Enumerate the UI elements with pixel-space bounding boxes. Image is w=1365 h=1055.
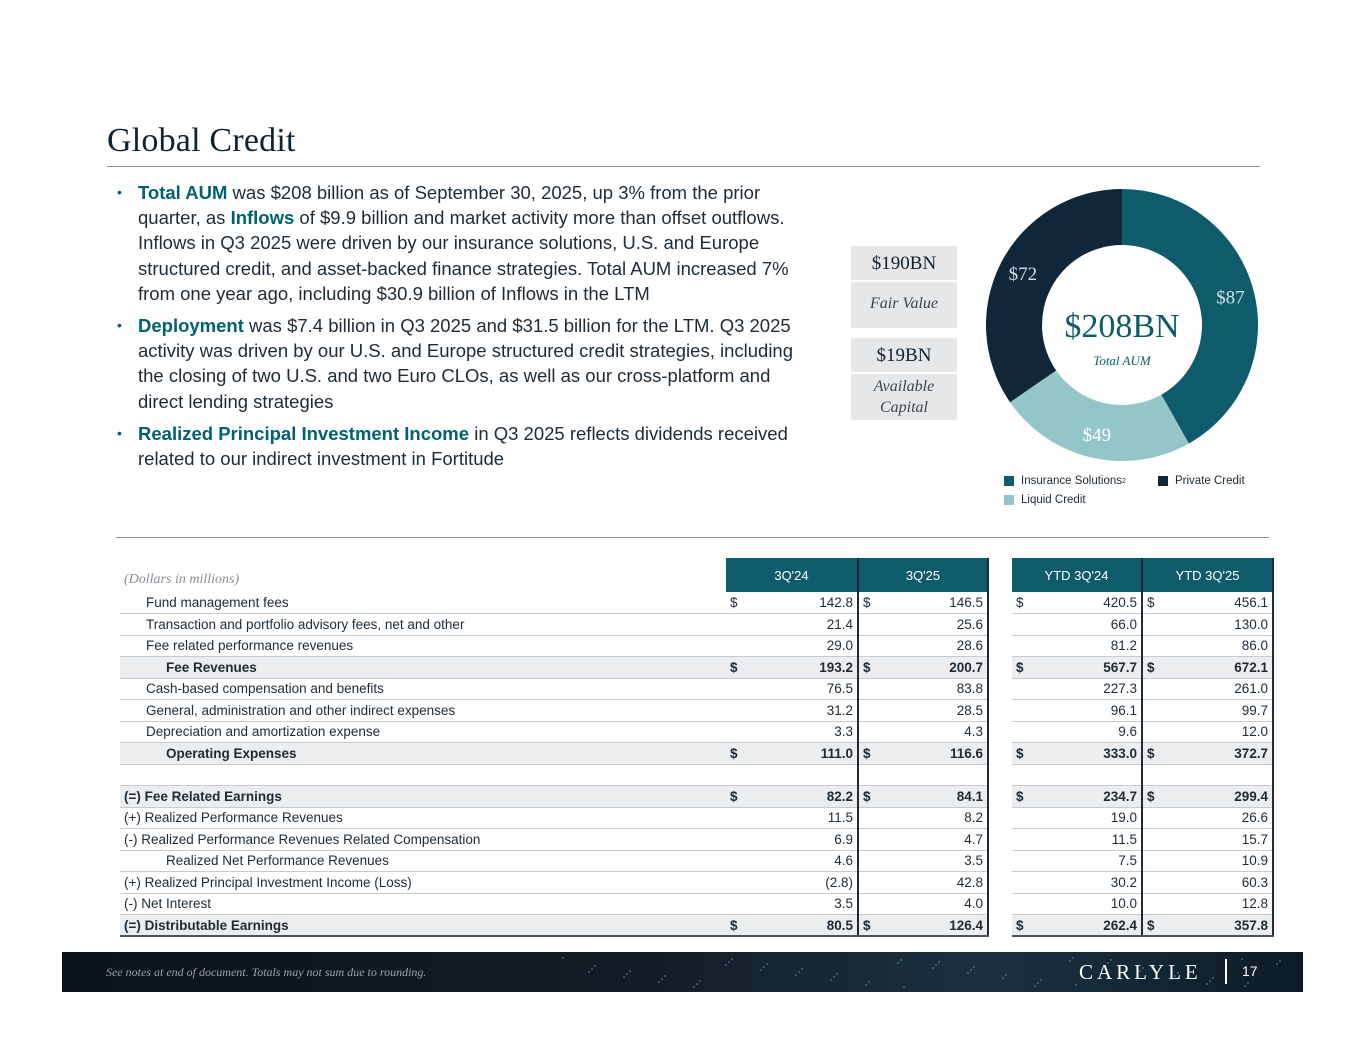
currency-symbol: $ — [1016, 659, 1024, 675]
currency-symbol: $ — [1147, 917, 1155, 933]
cell-value — [1012, 721, 1142, 743]
footer-sparkle — [903, 986, 905, 988]
column-gap — [988, 850, 1012, 872]
currency-symbol: $ — [730, 745, 738, 761]
cell-value — [726, 743, 858, 765]
cell-number: 11.5 — [1111, 831, 1137, 847]
cell-number: 262.4 — [1103, 917, 1137, 933]
cell-number: 234.7 — [1103, 788, 1137, 804]
cell-number: 26.6 — [1241, 810, 1268, 826]
cell-value — [1012, 850, 1142, 872]
cell-value — [1012, 592, 1142, 614]
cell-value — [1012, 872, 1142, 894]
table-row — [120, 721, 1273, 743]
cell-value — [858, 829, 988, 851]
cell-value — [1142, 614, 1273, 636]
column-gap — [988, 721, 1012, 743]
legend-label: Insurance Solutions — [1021, 475, 1123, 487]
cell-value — [1012, 700, 1142, 722]
cell-number: 193.2 — [819, 659, 853, 675]
legend-insurance — [1004, 475, 1126, 487]
currency-symbol: $ — [863, 917, 871, 933]
cell-number: 12.0 — [1241, 724, 1268, 740]
footer-sparkle — [1209, 980, 1211, 982]
bullet-text: in Q3 2025 reflects dividends received related to our indirect investment in Fortitude — [138, 422, 788, 470]
cell-number: 12.8 — [1241, 896, 1268, 912]
row-label: Realized Net Performance Revenues — [120, 850, 726, 872]
cell-number: 10.0 — [1110, 896, 1137, 912]
bullet-text: was $7.4 billion in Q3 2025 and $31.5 billion for the LTM. Q3 2025 activity was driven by our U.S. and Europe structured credit strategies, including the closing of two U.S. and two Euro CLOs, as well as our cross-platform and direct lending strategies — [138, 315, 794, 412]
currency-symbol: $ — [1147, 659, 1155, 675]
footer-sparkle — [900, 959, 902, 961]
cell-number: 372.7 — [1234, 745, 1268, 761]
footer-sparkle — [626, 973, 628, 975]
cell-number: 9.6 — [1118, 724, 1137, 740]
cell-value — [1142, 592, 1273, 614]
footer-sparkle — [562, 957, 564, 959]
cell-value — [726, 829, 858, 851]
currency-symbol: $ — [1147, 745, 1155, 761]
cell-value — [1142, 829, 1273, 851]
cell-number: 29.0 — [826, 638, 853, 654]
currency-symbol: $ — [863, 595, 871, 610]
cell-value — [1012, 893, 1142, 915]
table-row — [120, 807, 1273, 829]
bullet-dot-icon: • — [117, 424, 122, 441]
cell-number: 299.4 — [1234, 788, 1268, 804]
footer-sparkle — [658, 981, 660, 983]
cell-value — [1142, 678, 1273, 700]
cell-value — [1142, 635, 1273, 657]
cell-number: 30.2 — [1110, 874, 1137, 890]
summary-bullets — [115, 180, 805, 478]
cell-number: 83.8 — [956, 681, 983, 697]
footer-sparkle — [763, 966, 765, 968]
carlyle-logo: CARLYLE — [1079, 960, 1202, 984]
column-gap — [988, 829, 1012, 851]
footer-sparkle — [1206, 983, 1208, 985]
footer-bar — [62, 952, 1303, 992]
column-header: 3Q'25 — [858, 558, 988, 592]
footer-sparkle — [1244, 985, 1246, 987]
footer-sparkle — [836, 973, 838, 975]
cell-value — [858, 678, 988, 700]
cell-value — [1142, 764, 1273, 786]
cell-value — [726, 657, 858, 679]
footer-sparkle — [766, 963, 768, 965]
cell-number: 3.3 — [834, 724, 853, 740]
column-gap — [988, 614, 1012, 636]
cell-number: 19.0 — [1110, 810, 1137, 826]
footer-sparkle — [699, 980, 701, 982]
table-row — [120, 872, 1273, 894]
legend-swatch — [1004, 495, 1014, 505]
footer-sparkle — [1241, 958, 1243, 960]
cell-number: 7.5 — [1118, 853, 1137, 869]
row-label: Depreciation and amortization expense — [120, 721, 726, 743]
cell-number: 25.6 — [956, 616, 983, 632]
cell-number: 4.7 — [964, 831, 983, 847]
table-row — [120, 678, 1273, 700]
cell-value — [858, 764, 988, 786]
row-label: Fee related performance revenues — [120, 635, 726, 657]
cell-value — [726, 721, 858, 743]
currency-symbol: $ — [730, 595, 738, 610]
footer-sparkle — [1037, 982, 1039, 984]
column-gap — [988, 893, 1012, 915]
bullet-lead: Deployment — [138, 315, 244, 337]
cell-number: 28.6 — [956, 638, 983, 654]
footer-sparkle — [725, 964, 727, 966]
cell-number: 200.7 — [949, 659, 983, 675]
cell-number: 96.1 — [1110, 702, 1137, 718]
section-divider — [116, 537, 1269, 538]
footer-sparkle — [1212, 977, 1214, 979]
footer-sparkle — [897, 962, 899, 964]
row-label: (=) Distributable Earnings — [120, 915, 726, 937]
cell-value — [858, 786, 988, 808]
cell-number: (2.8) — [825, 874, 853, 890]
cell-value — [726, 635, 858, 657]
bullet-text: was $208 billion as of September 30, 2025, up 3% from the prior quarter, as — [138, 182, 761, 229]
bullet-lead: Inflows — [230, 207, 295, 229]
bullet-realized-income — [115, 421, 805, 471]
row-label: (=) Fee Related Earnings — [120, 786, 726, 808]
cell-value — [1012, 829, 1142, 851]
row-label: Operating Expenses — [120, 743, 726, 765]
footer-sparkle — [830, 979, 832, 981]
footer-sparkle — [795, 974, 797, 976]
column-gap — [988, 872, 1012, 894]
currency-symbol: $ — [863, 745, 871, 761]
logo-separator — [1225, 959, 1227, 984]
bullet-dot-icon: • — [117, 184, 122, 200]
table-row — [120, 829, 1273, 851]
column-header: YTD 3Q'25 — [1142, 558, 1273, 592]
bullet-lead: Realized Principal Investment Income — [138, 422, 470, 444]
footer-sparkle — [801, 968, 803, 970]
currency-symbol: $ — [1016, 788, 1024, 804]
cell-value — [1142, 700, 1273, 722]
cell-value — [858, 700, 988, 722]
footer-sparkle — [591, 968, 593, 970]
cell-number: 84.1 — [956, 788, 983, 804]
cell-value — [858, 915, 988, 937]
table-header-row — [120, 558, 1273, 592]
currency-symbol: $ — [1147, 788, 1155, 804]
currency-symbol: $ — [1016, 917, 1024, 933]
cell-number: 111.0 — [820, 745, 853, 761]
cell-value — [1012, 807, 1142, 829]
cell-value — [1012, 635, 1142, 657]
footer-sparkle — [798, 971, 800, 973]
table-row — [120, 850, 1273, 872]
column-gap — [988, 592, 1012, 614]
cell-number: 333.0 — [1103, 745, 1137, 761]
footer-sparkle — [1002, 977, 1004, 979]
footer-sparkle — [661, 978, 663, 980]
footer-sparkle — [1005, 974, 1007, 976]
cell-number: 81.2 — [1110, 638, 1137, 654]
cell-number: 8.2 — [964, 810, 983, 826]
cell-number: 227.3 — [1103, 681, 1137, 697]
cell-number: 3.5 — [964, 853, 983, 869]
cell-number: 11.5 — [827, 810, 853, 826]
row-label: Cash-based compensation and benefits — [120, 678, 726, 700]
column-gap — [988, 635, 1012, 657]
footer-sparkle — [970, 969, 972, 971]
cell-value — [1012, 743, 1142, 765]
row-label: Fee Revenues — [120, 657, 726, 679]
donut-total: $208BN — [1064, 308, 1180, 345]
cell-number: 4.6 — [834, 853, 853, 869]
currency-symbol: $ — [730, 917, 738, 933]
table-row — [120, 893, 1273, 915]
row-label: (-) Net Interest — [120, 893, 726, 915]
cell-number: 60.3 — [1241, 874, 1268, 890]
cell-number: 10.9 — [1241, 853, 1268, 869]
footer-sparkle — [623, 976, 625, 978]
footer-sparkle — [1247, 982, 1249, 984]
available-capital-amount: $19BN — [851, 338, 957, 374]
footer-sparkle — [967, 972, 969, 974]
title-divider — [107, 166, 1260, 167]
cell-value — [858, 850, 988, 872]
legend-swatch — [1004, 476, 1014, 486]
donut-slice-label: $49 — [1082, 425, 1112, 447]
table-row — [120, 700, 1273, 722]
cell-number: 80.5 — [826, 917, 853, 933]
cell-number: 130.0 — [1234, 616, 1268, 632]
fair-value-label: Fair Value — [870, 295, 938, 312]
cell-number: 28.5 — [956, 702, 983, 718]
cell-number: 456.1 — [1234, 595, 1268, 610]
footer-note: See notes at end of document. Totals may not sum due to rounding. — [106, 965, 427, 979]
cell-value — [726, 850, 858, 872]
donut-slice-label: $72 — [1008, 263, 1038, 285]
footer-sparkle — [932, 967, 934, 969]
cell-value — [1142, 850, 1273, 872]
column-gap — [988, 558, 1012, 592]
footer-sparkle — [696, 983, 698, 985]
cell-value — [726, 786, 858, 808]
column-gap — [988, 678, 1012, 700]
cell-value — [1012, 764, 1142, 786]
available-capital-box — [851, 338, 957, 420]
table-row — [120, 592, 1273, 614]
cell-value — [858, 743, 988, 765]
cell-number: 357.8 — [1234, 917, 1268, 933]
column-gap — [988, 807, 1012, 829]
row-label — [120, 764, 726, 786]
financial-table — [120, 558, 1274, 937]
cell-number: 3.5 — [834, 896, 853, 912]
table-row — [120, 764, 1273, 786]
legend-private — [1158, 475, 1245, 487]
aum-donut-chart — [986, 189, 1258, 461]
cell-value — [858, 635, 988, 657]
cell-value — [858, 592, 988, 614]
cell-value — [858, 721, 988, 743]
table-row — [120, 635, 1273, 657]
footer-sparkle — [935, 964, 937, 966]
footer-sparkle — [731, 958, 733, 960]
table-row — [120, 786, 1273, 808]
cell-number: 4.3 — [964, 724, 983, 740]
column-gap — [988, 764, 1012, 786]
fair-value-amount: $190BN — [851, 246, 957, 282]
footer-sparkle — [1276, 963, 1278, 965]
page-number: 17 — [1242, 963, 1258, 979]
cell-value — [1142, 721, 1273, 743]
currency-symbol: $ — [863, 788, 871, 804]
row-label: General, administration and other indirect expenses — [120, 700, 726, 722]
currency-symbol: $ — [863, 659, 871, 675]
footer-sparkle — [588, 971, 590, 973]
cell-number: 4.0 — [964, 896, 983, 912]
cell-value — [726, 764, 858, 786]
cell-value — [726, 678, 858, 700]
cell-value — [1012, 657, 1142, 679]
legend-liquid — [1004, 494, 1086, 506]
row-label: (-) Realized Performance Revenues Related Compensation — [120, 829, 726, 851]
bullet-deployment — [115, 313, 805, 414]
units-note: (Dollars in millions) — [124, 572, 240, 587]
currency-symbol: $ — [1016, 745, 1024, 761]
cell-value — [1012, 786, 1142, 808]
donut-subtitle: Total AUM — [1093, 353, 1151, 368]
cell-number: 672.1 — [1234, 659, 1268, 675]
cell-number: 567.7 — [1103, 659, 1137, 675]
footer-sparkle — [973, 966, 975, 968]
table-row — [120, 743, 1273, 765]
cell-value — [858, 872, 988, 894]
column-header: 3Q'24 — [726, 558, 858, 592]
cell-number: 142.8 — [819, 595, 853, 610]
table-row — [120, 657, 1273, 679]
cell-value — [1142, 657, 1273, 679]
cell-number: 116.6 — [949, 745, 983, 761]
column-gap — [988, 786, 1012, 808]
column-gap — [988, 743, 1012, 765]
footer-sparkle — [693, 986, 695, 988]
footer-sparkle — [1069, 960, 1071, 962]
footer-sparkle — [868, 981, 870, 983]
cell-number: 126.4 — [949, 917, 983, 933]
bullet-dot-icon: • — [117, 317, 122, 334]
footer-sparkle — [1075, 984, 1077, 986]
cell-value — [858, 893, 988, 915]
cell-value — [1142, 743, 1273, 765]
cell-value — [858, 807, 988, 829]
column-gap — [988, 657, 1012, 679]
table-row — [120, 614, 1273, 636]
donut-slice-liquid-credit — [1010, 370, 1189, 461]
legend-footnote: 2 — [1122, 477, 1126, 485]
cell-number: 420.5 — [1103, 595, 1137, 610]
bullet-lead: Total AUM — [138, 182, 228, 203]
cell-number: 42.8 — [956, 874, 983, 890]
currency-symbol: $ — [730, 788, 738, 804]
cell-value — [858, 657, 988, 679]
donut-slice-private-credit — [986, 189, 1122, 402]
column-gap — [988, 915, 1012, 937]
cell-number: 76.5 — [826, 681, 853, 697]
footer-sparkle — [1072, 957, 1074, 959]
cell-number: 66.0 — [1110, 616, 1137, 632]
cell-value — [1012, 614, 1142, 636]
legend-label: Private Credit — [1175, 475, 1245, 487]
bullet-text: of $9.9 billion and market activity more than offset outflows. Inflows in Q3 2025 were driven by our insurance solutions, U.S. and Europe structured credit, and asset-backed finance strategies. Total AUM increased 7% from one year ago, including $30.9 billion of Inflows in the LTM — [138, 207, 789, 304]
cell-value — [1142, 915, 1273, 937]
cell-number: 261.0 — [1234, 681, 1268, 697]
footer-sparkle — [1034, 985, 1036, 987]
row-label: Transaction and portfolio advisory fees, net and other — [120, 614, 726, 636]
cell-number: 21.4 — [826, 616, 853, 632]
cell-value — [1142, 893, 1273, 915]
cell-value — [1142, 786, 1273, 808]
row-label: Fund management fees — [120, 592, 726, 614]
cell-value — [1142, 872, 1273, 894]
footer-sparkle — [865, 984, 867, 986]
cell-number: 31.2 — [826, 702, 853, 718]
cell-value — [726, 807, 858, 829]
footer-sparkle — [1279, 960, 1281, 962]
row-label: (+) Realized Performance Revenues — [120, 807, 726, 829]
cell-value — [1142, 807, 1273, 829]
cell-value — [726, 614, 858, 636]
cell-value — [726, 700, 858, 722]
cell-value — [1012, 678, 1142, 700]
footer-sparkle — [1040, 979, 1042, 981]
cell-value — [726, 872, 858, 894]
currency-symbol: $ — [1147, 595, 1155, 610]
footer-sparkle — [833, 976, 835, 978]
cell-value — [726, 893, 858, 915]
cell-value — [726, 592, 858, 614]
donut-slice-label: $87 — [1216, 287, 1245, 309]
currency-symbol: $ — [730, 659, 738, 675]
legend-swatch — [1158, 476, 1168, 486]
page-title: Global Credit — [107, 122, 296, 159]
footer-sparkle — [728, 961, 730, 963]
bullet-total-aum — [115, 180, 805, 306]
table-row — [120, 915, 1273, 937]
footer-sparkle — [664, 975, 666, 977]
cell-number: 15.7 — [1241, 831, 1268, 847]
footer-sparkle — [629, 970, 631, 972]
legend-label: Liquid Credit — [1021, 494, 1086, 506]
currency-symbol: $ — [1016, 595, 1024, 610]
footer-sparkle — [594, 965, 596, 967]
column-header: YTD 3Q'24 — [1012, 558, 1142, 592]
cell-number: 146.5 — [949, 595, 983, 610]
column-gap — [988, 700, 1012, 722]
cell-value — [726, 915, 858, 937]
cell-number: 6.9 — [834, 831, 853, 847]
fair-value-box — [851, 246, 957, 328]
cell-value — [858, 614, 988, 636]
row-label: (+) Realized Principal Investment Income (Loss) — [120, 872, 726, 894]
cell-number: 86.0 — [1241, 638, 1268, 654]
cell-number: 99.7 — [1241, 702, 1268, 718]
footer-sparkle — [760, 969, 762, 971]
available-capital-label: Available Capital — [873, 378, 935, 416]
cell-number: 82.2 — [826, 788, 853, 804]
footer-sparkle — [938, 961, 940, 963]
cell-value — [1012, 915, 1142, 937]
